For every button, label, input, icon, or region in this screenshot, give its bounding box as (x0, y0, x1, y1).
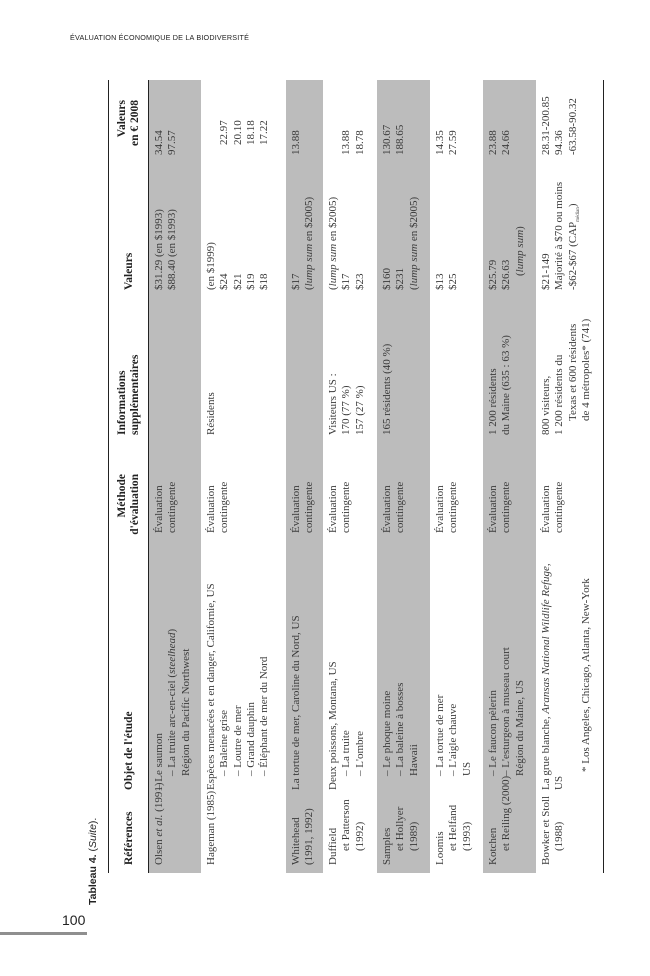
cell-valeurs (487, 226, 527, 290)
cell-text: Hawaii (407, 744, 420, 776)
cell-text: 1 200 résidents du (553, 354, 566, 435)
cell-text: $231 (394, 268, 407, 290)
cell-text: 24.66 (500, 130, 513, 155)
objet-line: Région du Pacific Northwest (179, 648, 192, 776)
cell-text: 1 200 résidents (487, 368, 499, 435)
cell-methode (327, 482, 354, 533)
cell-text: Évaluation (290, 485, 302, 533)
cell-text: Loomis (434, 831, 446, 865)
table-row (323, 80, 377, 873)
cell-text: $21 (231, 273, 244, 290)
cell-text: $13 (434, 273, 446, 290)
cell-text: (lump sum) (513, 226, 526, 276)
cell-text: $21-149 (540, 253, 552, 290)
cell-text: 18.18 (244, 120, 257, 145)
cell-text: Kotchen (487, 827, 499, 865)
cell-text: du Maine (635 : 63 %) (500, 335, 513, 435)
cell-text: (1988) (553, 821, 566, 851)
header-label: Valeurs (122, 252, 135, 290)
page-number-rule (0, 932, 87, 935)
cell-text: 800 visiteurs, (540, 375, 552, 435)
cell-text: $24 (218, 273, 231, 290)
cell-text: 165 résidents (40 %) (381, 343, 393, 435)
cell-text: Texas et 600 résidents (566, 323, 579, 421)
table-header-row (109, 80, 149, 873)
cell-text: – Loutre de mer (231, 705, 244, 776)
cell-text: – La truite arc-en-ciel ( (166, 674, 179, 776)
cell-text: contingente (218, 481, 231, 533)
cell-text: – L'esturgeon à museau court (500, 647, 513, 776)
cell-text: 157 (27 %) (353, 385, 366, 435)
cell-text: 94.36 (553, 130, 566, 155)
table-row (377, 80, 430, 873)
caption-suffix: Suite (87, 824, 99, 848)
cell-text: Espèces menacées et en danger, Californie, US (205, 583, 217, 790)
cell-text: (lump sum en $2005) (303, 196, 316, 290)
cell-text: La grue blanche, Aransas National Wildlife Refuge, (540, 563, 552, 790)
cell-text: et al. (153, 814, 165, 837)
cell-valeurs (290, 197, 317, 290)
cell-text: de 4 métropoles* (741) (579, 318, 592, 421)
header-label: supplémentaires (129, 354, 141, 435)
cell-text: $160 (381, 268, 393, 290)
table-row (483, 80, 536, 873)
cell-text: Évaluation (540, 485, 552, 533)
cell-text: – Baleine grise (218, 710, 231, 776)
cell-text: (en $1999) (205, 242, 217, 290)
cell-text (567, 182, 585, 290)
table-row (536, 80, 605, 873)
cell-valeurs-2008 (153, 130, 180, 155)
header-label: en € 2008 (129, 100, 141, 146)
cell-valeurs-2008 (381, 125, 408, 155)
cell-text: Évaluation (153, 485, 165, 533)
cell-reference (434, 805, 474, 865)
cell-objet (290, 615, 303, 790)
cell-valeurs (327, 197, 367, 290)
caption-paren: ( (87, 848, 99, 855)
cell-valeurs (153, 209, 180, 290)
cell-text: 28.31-200.85 (540, 96, 552, 155)
cell-text: Évaluation (487, 485, 499, 533)
cell-text: – Le phoque moine (381, 690, 393, 776)
cell-text: $25 (447, 273, 460, 290)
cell-methode (487, 482, 514, 533)
cell-objet (381, 683, 421, 790)
cell-text: Bowker et Stoll (540, 795, 552, 865)
cell-text: – Éléphant de mer du Nord (258, 656, 271, 776)
cell-text: Région du Maine, US (513, 680, 526, 776)
cell-text: ) (166, 628, 179, 633)
header-valeurs (109, 253, 149, 290)
caption-label: Tableau 4. (87, 854, 99, 905)
header-label: Informations (116, 370, 128, 435)
cell-text: steelhead (166, 632, 179, 674)
cell-methode (381, 482, 408, 533)
cell-text: contingente (553, 481, 566, 533)
cell-text: contingente (340, 481, 353, 533)
page-number: 100 (62, 912, 86, 928)
running-head: ÉVALUATION ÉCONOMIQUE DE LA BIODIVERSITÉ (70, 33, 250, 42)
cell-text: lump sum (513, 229, 526, 273)
cell-objet (205, 583, 271, 790)
cell-objet (487, 647, 527, 790)
cell-text: $88.40 (en $1993) (166, 209, 179, 290)
header-label: d'évaluation (129, 474, 141, 535)
cell-text: 14.35 (434, 130, 446, 155)
cell-text: $26.63 (500, 259, 513, 290)
cell-text: $23 (353, 273, 366, 290)
cell-text: $31.29 (en $1993) (153, 209, 165, 290)
cell-text: (1993) (460, 821, 473, 851)
cell-text (205, 120, 218, 145)
cell-text: 17.22 (258, 120, 271, 145)
cell-text: (lump sum en $2005) (407, 196, 420, 290)
table-row (149, 80, 201, 873)
cell-text: $17 (340, 273, 353, 290)
cell-text: -$62-$67 (CAP (566, 221, 579, 290)
cell-text: 97.57 (166, 130, 179, 155)
cell-text: (1991, 1992) (303, 808, 316, 865)
cell-valeurs (205, 242, 271, 290)
cell-objet (434, 695, 474, 790)
cell-text: Visiteurs US : (327, 373, 339, 435)
cell-text: Majorité à $70 ou moins (553, 181, 566, 290)
cell-text: et Hollyer (394, 806, 407, 851)
cell-reference (540, 796, 567, 865)
cell-reference (327, 799, 367, 865)
cell-text (327, 130, 340, 155)
cell-valeurs (434, 274, 461, 291)
cell-reference (153, 783, 166, 866)
cell-reference (290, 808, 317, 865)
cell-valeurs-2008 (327, 130, 367, 155)
cell-text: – L'aigle chauve (447, 703, 460, 776)
cell-text: 27.59 (447, 130, 460, 155)
cell-text: (1992) (353, 821, 366, 851)
cell-text: Évaluation (434, 485, 446, 533)
cell-text: US (553, 775, 566, 790)
cell-text: et Reiling (2000) (500, 775, 513, 851)
cell-text: 188.65 (394, 124, 407, 155)
cell-text: contingente (394, 481, 407, 533)
cell-text: 34.54 (153, 130, 165, 155)
cell-objet (153, 629, 193, 790)
cell-text: – La tortue de mer (434, 694, 446, 776)
table-caption (87, 818, 99, 905)
cell-text: contingente (166, 481, 179, 533)
header-references (109, 812, 149, 865)
cell-valeurs-2008 (487, 130, 514, 155)
cell-valeurs-2008 (205, 120, 271, 145)
cell-text: 18.78 (353, 130, 366, 155)
objet-line: – Le saumon (153, 733, 165, 790)
cell-reference (381, 807, 421, 865)
cell-text: contingente (500, 481, 513, 533)
cell-valeurs-2008 (434, 130, 461, 155)
cell-text: $19 (244, 273, 257, 290)
cell-valeurs-2008 (540, 96, 580, 155)
cell-text: Évaluation (205, 485, 217, 533)
cell-text: 130.67 (381, 124, 393, 155)
cell-text: 22.97 (218, 120, 231, 145)
cell-text: – Grand dauphin (244, 702, 257, 776)
cell-text: 13.88 (340, 130, 353, 155)
cell-text: 13.88 (290, 130, 302, 155)
cell-text: Évaluation (381, 485, 393, 533)
data-table (108, 80, 604, 873)
cell-text: US (460, 761, 473, 776)
table-row (430, 80, 483, 873)
header-label: Valeurs (116, 100, 128, 138)
caption-paren-close: ). (87, 817, 99, 825)
table-row (286, 80, 323, 873)
cell-text: La tortue de mer, Caroline du Nord, US (290, 615, 302, 790)
cell-text: Duffield (327, 827, 339, 865)
cell-methode (205, 482, 232, 533)
header-label: Objet de l'étude (122, 711, 135, 790)
cell-text: $18 (258, 273, 271, 290)
cell-text: Aransas National Wildlife Refuge (540, 566, 552, 714)
cell-text: ) (566, 203, 579, 208)
cell-text: Samples (381, 827, 393, 865)
cell-reference (205, 791, 218, 865)
cell-informations (205, 392, 218, 435)
header-objet (109, 711, 149, 790)
rotated-table-stage (87, 75, 607, 905)
cell-informations (540, 319, 593, 435)
header-valeurs-2008 (109, 100, 149, 173)
cell-text: contingente (303, 481, 316, 533)
cell-valeurs (381, 197, 421, 290)
header-methode (109, 474, 149, 573)
cell-text: 170 (77 %) (340, 385, 353, 435)
header-label: Méthode (116, 474, 128, 518)
cell-objet (327, 661, 367, 790)
cell-text (567, 563, 580, 790)
cell-text: – La baleine à bosses (394, 682, 407, 776)
cell-text: -63.58-90.32 (566, 98, 579, 155)
cell-text (166, 629, 179, 790)
header-informations (109, 355, 149, 435)
cell-text: – Le faucon pèlerin (487, 690, 499, 776)
cell-informations (487, 335, 514, 435)
table-row (201, 80, 286, 873)
cell-text: – L'ombre (353, 730, 366, 776)
footnote: * Los Angeles, Chicago, Atlanta, New-York (579, 578, 592, 772)
cell-valeurs-2008 (290, 130, 303, 155)
cell-text: Whitehead (290, 817, 302, 865)
cell-text: médian (575, 207, 581, 222)
cell-text: Résidents (205, 392, 217, 435)
cell-methode (540, 482, 567, 533)
cell-text: Hageman (1985) (205, 790, 217, 865)
cell-text: lump sum (327, 243, 339, 287)
cell-text: Évaluation (327, 485, 339, 533)
cell-informations (327, 373, 367, 435)
cell-text: 23.88 (487, 130, 499, 155)
cell-text: – La truite (340, 730, 353, 776)
cell-text: Olsen et al. (1991) (153, 782, 165, 865)
cell-methode (153, 482, 180, 533)
cell-text: (lump sum en $2005) (327, 196, 339, 290)
cell-valeurs (540, 182, 585, 290)
cell-text: 20.10 (231, 120, 244, 145)
cell-text: lump sum (407, 243, 420, 287)
cell-text: $17 (290, 273, 302, 290)
cell-text: Deux poissons, Montana, US (327, 661, 339, 790)
cell-text: $25.79 (487, 259, 499, 290)
cell-text: contingente (447, 481, 460, 533)
cell-methode (290, 482, 317, 533)
cell-text: et Helfand (447, 804, 460, 851)
cell-text: (1989) (407, 821, 420, 851)
cell-informations (381, 344, 394, 435)
cell-text: et Patterson (340, 799, 353, 851)
header-label: Références (122, 811, 135, 865)
cell-text: lump sum (303, 243, 316, 287)
cell-objet (540, 563, 593, 790)
cell-methode (434, 482, 461, 533)
